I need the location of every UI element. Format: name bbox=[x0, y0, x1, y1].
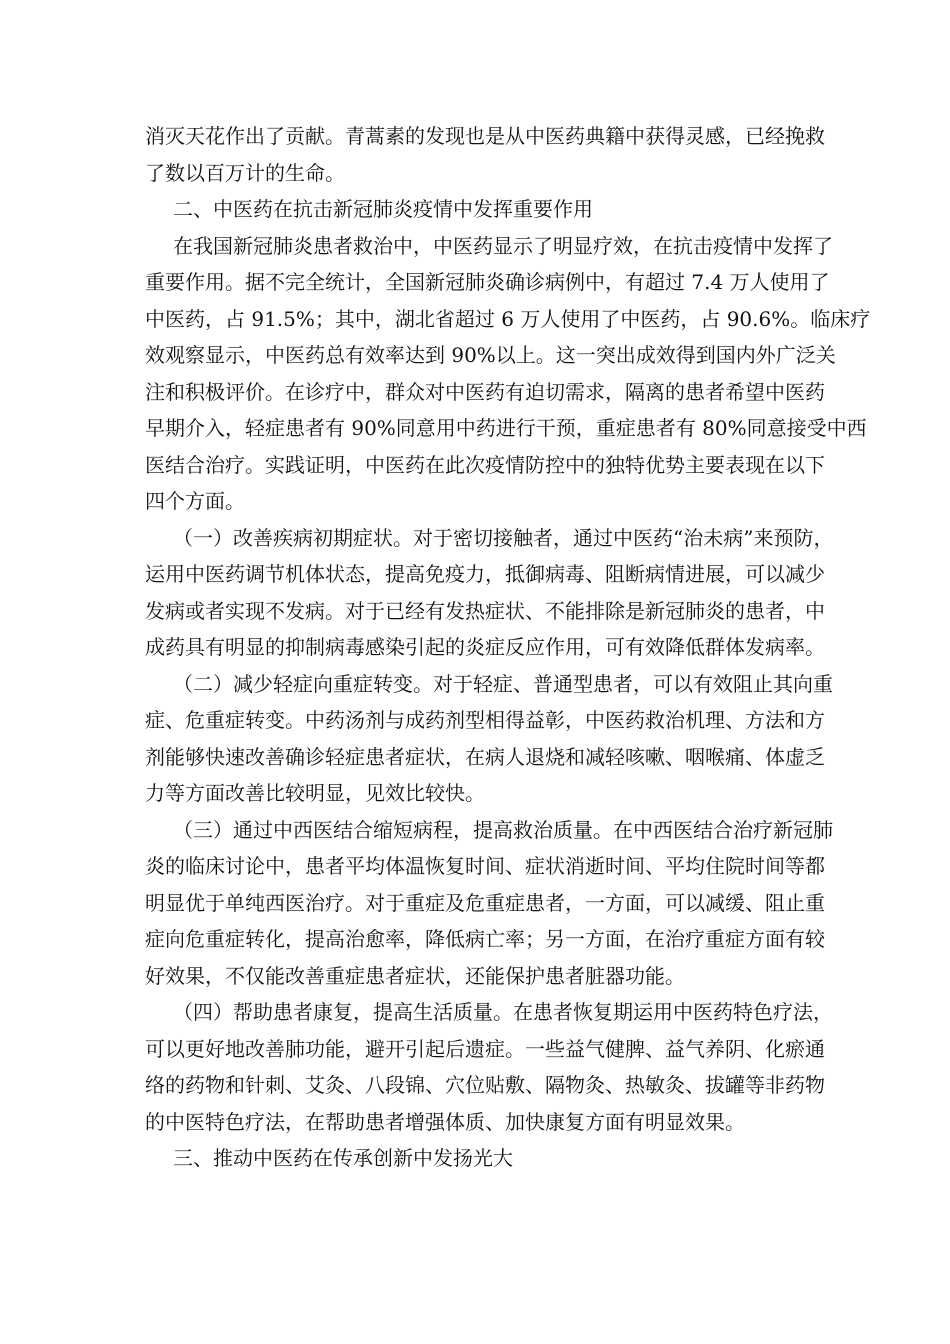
text-line: 了数以百万计的生命。 bbox=[145, 160, 345, 185]
text-line: 炎的临床讨论中，患者平均体温恢复时间、症状消逝时间、平均住院时间等都 bbox=[145, 854, 825, 878]
text-line: 力等方面改善比较明显，见效比较快。 bbox=[145, 781, 485, 805]
text-line: （一）改善疾病初期症状。对于密切接触者，通过中医药“治未病”来预防， bbox=[173, 525, 834, 550]
text-line: 效观察显示，中医药总有效率达到 90%以上。这一突出成效得到国内外广泛关 bbox=[145, 343, 836, 367]
text-line: 四个方面。 bbox=[145, 489, 245, 513]
text-line: 注和积极评价。在诊疗中，群众对中医药有迫切需求，隔离的患者希望中医药 bbox=[145, 379, 825, 404]
text-line: 早期介入，轻症患者有 90%同意用中药进行干预，重症患者有 80%同意接受中西 bbox=[145, 416, 867, 440]
text-line: 运用中医药调节机体状态，提高免疫力，抵御病毒、阻断病情进展，可以减少 bbox=[145, 562, 825, 586]
text-line: 发病或者实现不发病。对于已经有发热症状、不能排除是新冠肺炎的患者，中 bbox=[145, 598, 825, 623]
text-line: 中医药，占 91.5%；其中，湖北省超过 6 万人使用了中医药，占 90.6%。临床疗 bbox=[145, 306, 871, 331]
text-line: 明显优于单纯西医治疗。对于重症及危重症患者，一方面，可以减缓、阻止重 bbox=[145, 890, 825, 915]
text-line: 症向危重症转化，提高治愈率，降低病亡率；另一方面，在治疗重症方面有较 bbox=[145, 927, 825, 951]
text-line: 的中医特色疗法，在帮助患者增强体质、加快康复方面有明显效果。 bbox=[145, 1109, 745, 1134]
section-heading: 二、中医药在抗击新冠肺炎疫情中发挥重要作用 bbox=[173, 197, 593, 221]
text-line: （三）通过中西医结合缩短病程，提高救治质量。在中西医结合治疗新冠肺 bbox=[173, 817, 833, 842]
text-line: 医结合治疗。实践证明，中医药在此次疫情防控中的独特优势主要表现在以下 bbox=[145, 452, 825, 477]
text-line: 络的药物和针刺、艾灸、八段锦、穴位贴敷、隔物灸、热敏灸、拔罐等非药物 bbox=[145, 1073, 825, 1097]
text-line: 可以更好地改善肺功能，避开引起后遗症。一些益气健脾、益气养阴、化瘀通 bbox=[145, 1036, 825, 1061]
text-line: 重要作用。据不完全统计，全国新冠肺炎确诊病例中，有超过 7.4 万人使用了 bbox=[145, 270, 830, 294]
text-line: 消灭天花作出了贡献。青蒿素的发现也是从中医药典籍中获得灵感，已经挽救 bbox=[145, 124, 825, 148]
section-heading: 三、推动中医药在传承创新中发扬光大 bbox=[173, 1146, 513, 1170]
text-line: 症、危重症转变。中药汤剂与成药剂型相得益彰，中医药救治机理、方法和方 bbox=[145, 708, 825, 732]
document-body bbox=[145, 118, 871, 1177]
text-line: 好效果，不仅能改善重症患者症状，还能保护患者脏器功能。 bbox=[145, 963, 685, 988]
text-line: （四）帮助患者康复，提高生活质量。在患者恢复期运用中医药特色疗法， bbox=[173, 1000, 833, 1024]
text-line: 剂能够快速改善确诊轻症患者症状，在病人退烧和减轻咳嗽、咽喉痛、体虚乏 bbox=[145, 744, 825, 769]
text-line: 在我国新冠肺炎患者救治中，中医药显示了明显疗效，在抗击疫情中发挥了 bbox=[173, 233, 833, 258]
text-line: （二）减少轻症向重症转变。对于轻症、普通型患者，可以有效阻止其向重 bbox=[173, 671, 833, 696]
text-line: 成药具有明显的抑制病毒感染引起的炎症反应作用，可有效降低群体发病率。 bbox=[145, 635, 825, 659]
